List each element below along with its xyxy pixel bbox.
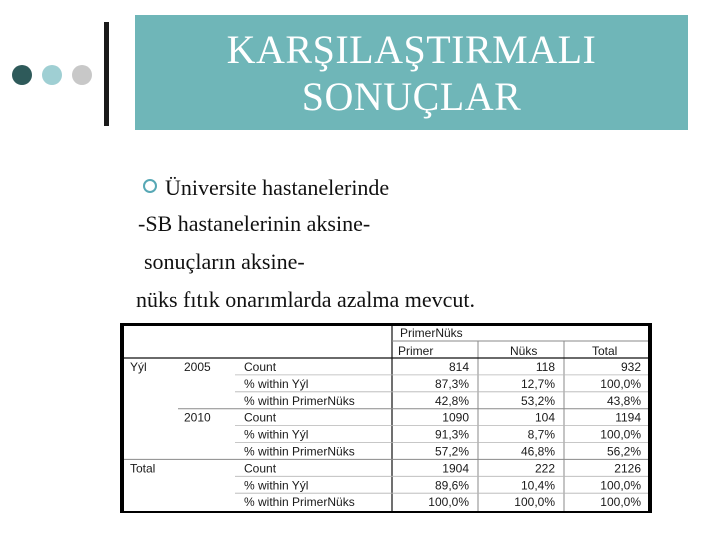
cell-nuks: 53,2%: [520, 393, 555, 408]
col-header-nuks: Nüks: [510, 344, 538, 358]
cell-nuks: 100,0%: [514, 495, 555, 510]
title-box: [135, 15, 688, 130]
body-line-1: Üniversite hastanelerinde: [165, 175, 390, 200]
crosstab-table: [120, 323, 652, 513]
dot-light-teal: [42, 65, 62, 85]
stat-label: Count: [244, 410, 277, 425]
page-title-line-2: SONUÇLAR: [301, 73, 522, 119]
slide-decoration-dots: [12, 64, 97, 86]
cell-nuks: 118: [535, 360, 555, 374]
cell-total: 2126: [614, 461, 641, 476]
col-header-total: Total: [592, 344, 618, 358]
col-header-primer: Primer: [398, 344, 434, 358]
dot-gray: [72, 65, 92, 85]
stat-label: % within PrimerNüks: [244, 495, 355, 510]
cell-primer: 1904: [442, 461, 469, 476]
cell-total: 932: [620, 360, 641, 374]
stat-label: Count: [244, 360, 277, 374]
cell-total: 100,0%: [600, 376, 641, 391]
group-label: 2010: [184, 410, 211, 425]
body-line-2: -SB hastanelerinin aksine-: [138, 211, 371, 236]
group-header: PrimerNüks: [400, 326, 463, 340]
cell-nuks: 8,7%: [527, 427, 555, 442]
row-var-label: Yýl: [130, 360, 147, 374]
dot-dark: [12, 65, 32, 85]
cell-total: 1194: [615, 410, 641, 425]
group-label: Total: [130, 461, 156, 476]
cell-nuks: 10,4%: [520, 478, 555, 493]
cell-nuks: 12,7%: [520, 376, 555, 391]
cell-primer: 1090: [442, 410, 469, 425]
cell-total: 43,8%: [606, 393, 641, 408]
cell-primer: 42,8%: [434, 393, 469, 408]
cell-total: 100,0%: [600, 495, 641, 510]
cell-nuks: 222: [534, 461, 555, 476]
cell-total: 56,2%: [606, 444, 641, 459]
crosstab-svg: [120, 323, 652, 513]
cell-nuks: 46,8%: [520, 444, 555, 459]
cell-primer: 89,6%: [434, 478, 469, 493]
group-label: 2005: [184, 360, 211, 374]
stat-label: % within Yýl: [244, 478, 309, 493]
stat-label: % within PrimerNüks: [244, 444, 355, 459]
cell-nuks: 104: [534, 410, 555, 425]
circle-bullet-icon: [143, 179, 157, 193]
body-line-3: sonuçların aksine-: [144, 249, 305, 274]
cell-primer: 814: [448, 360, 469, 374]
stat-label: % within Yýl: [244, 376, 309, 391]
stat-label: % within Yýl: [244, 427, 309, 442]
cell-primer: 100,0%: [428, 495, 469, 510]
cell-primer: 87,3%: [434, 376, 469, 391]
cell-primer: 57,2%: [434, 444, 469, 459]
cell-total: 100,0%: [600, 427, 641, 442]
stat-label: % within PrimerNüks: [244, 393, 355, 408]
body-line-4: nüks fıtık onarımlarda azalma mevcut.: [136, 287, 476, 312]
cell-primer: 91,3%: [434, 427, 469, 442]
stat-label: Count: [244, 461, 277, 476]
page-title-line-1: KARŞILAŞTIRMALI: [226, 26, 597, 72]
vertical-divider: [104, 22, 109, 126]
cell-total: 100,0%: [600, 478, 641, 493]
